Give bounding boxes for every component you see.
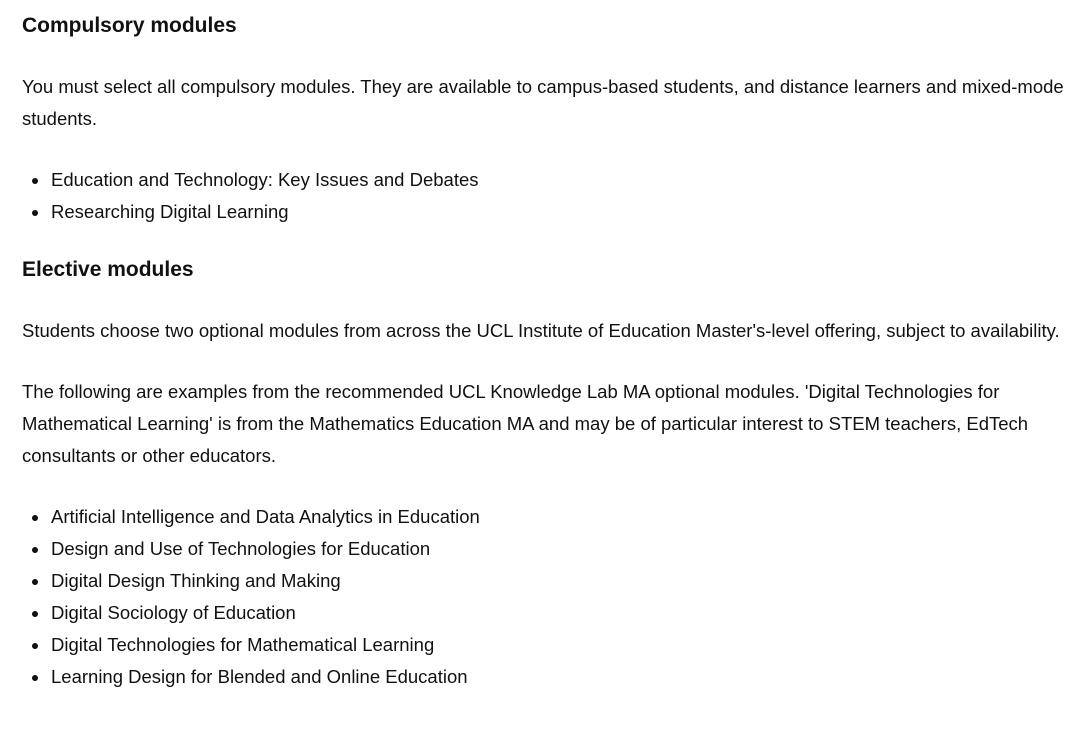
elective-section [22, 254, 1080, 693]
compulsory-section [22, 10, 1080, 228]
compulsory-intro: You must select all compulsory modules. They are available to campus-based students, and distance learners and mixed-mode students. [22, 76, 1064, 129]
elective-intro: Students choose two optional modules from across the UCL Institute of Education Master's-level offering, subject to availability. [22, 320, 1060, 341]
list-item: Learning Design for Blended and Online Education [22, 661, 1080, 693]
elective-examples-text: The following are examples from the recommended UCL Knowledge Lab MA optional modules. 'Digital Technologies for Mathematical Learning' is from the Mathematics Education MA and may be of particular interest to STEM teachers, EdTech consultants or other educators. [22, 381, 1029, 466]
compulsory-heading: Compulsory modules [22, 14, 237, 37]
list-item: Researching Digital Learning [22, 196, 1080, 228]
list-item: Design and Use of Technologies for Education [22, 533, 1080, 565]
list-item: Education and Technology: Key Issues and Debates [22, 164, 1080, 196]
compulsory-module-list [22, 164, 1080, 228]
list-item: Digital Design Thinking and Making [22, 565, 1080, 597]
elective-module-list [22, 501, 1080, 693]
elective-heading: Elective modules [22, 258, 194, 281]
list-item: Digital Technologies for Mathematical Learning [22, 629, 1080, 661]
list-item: Digital Sociology of Education [22, 597, 1080, 629]
list-item: Artificial Intelligence and Data Analytics in Education [22, 501, 1080, 533]
